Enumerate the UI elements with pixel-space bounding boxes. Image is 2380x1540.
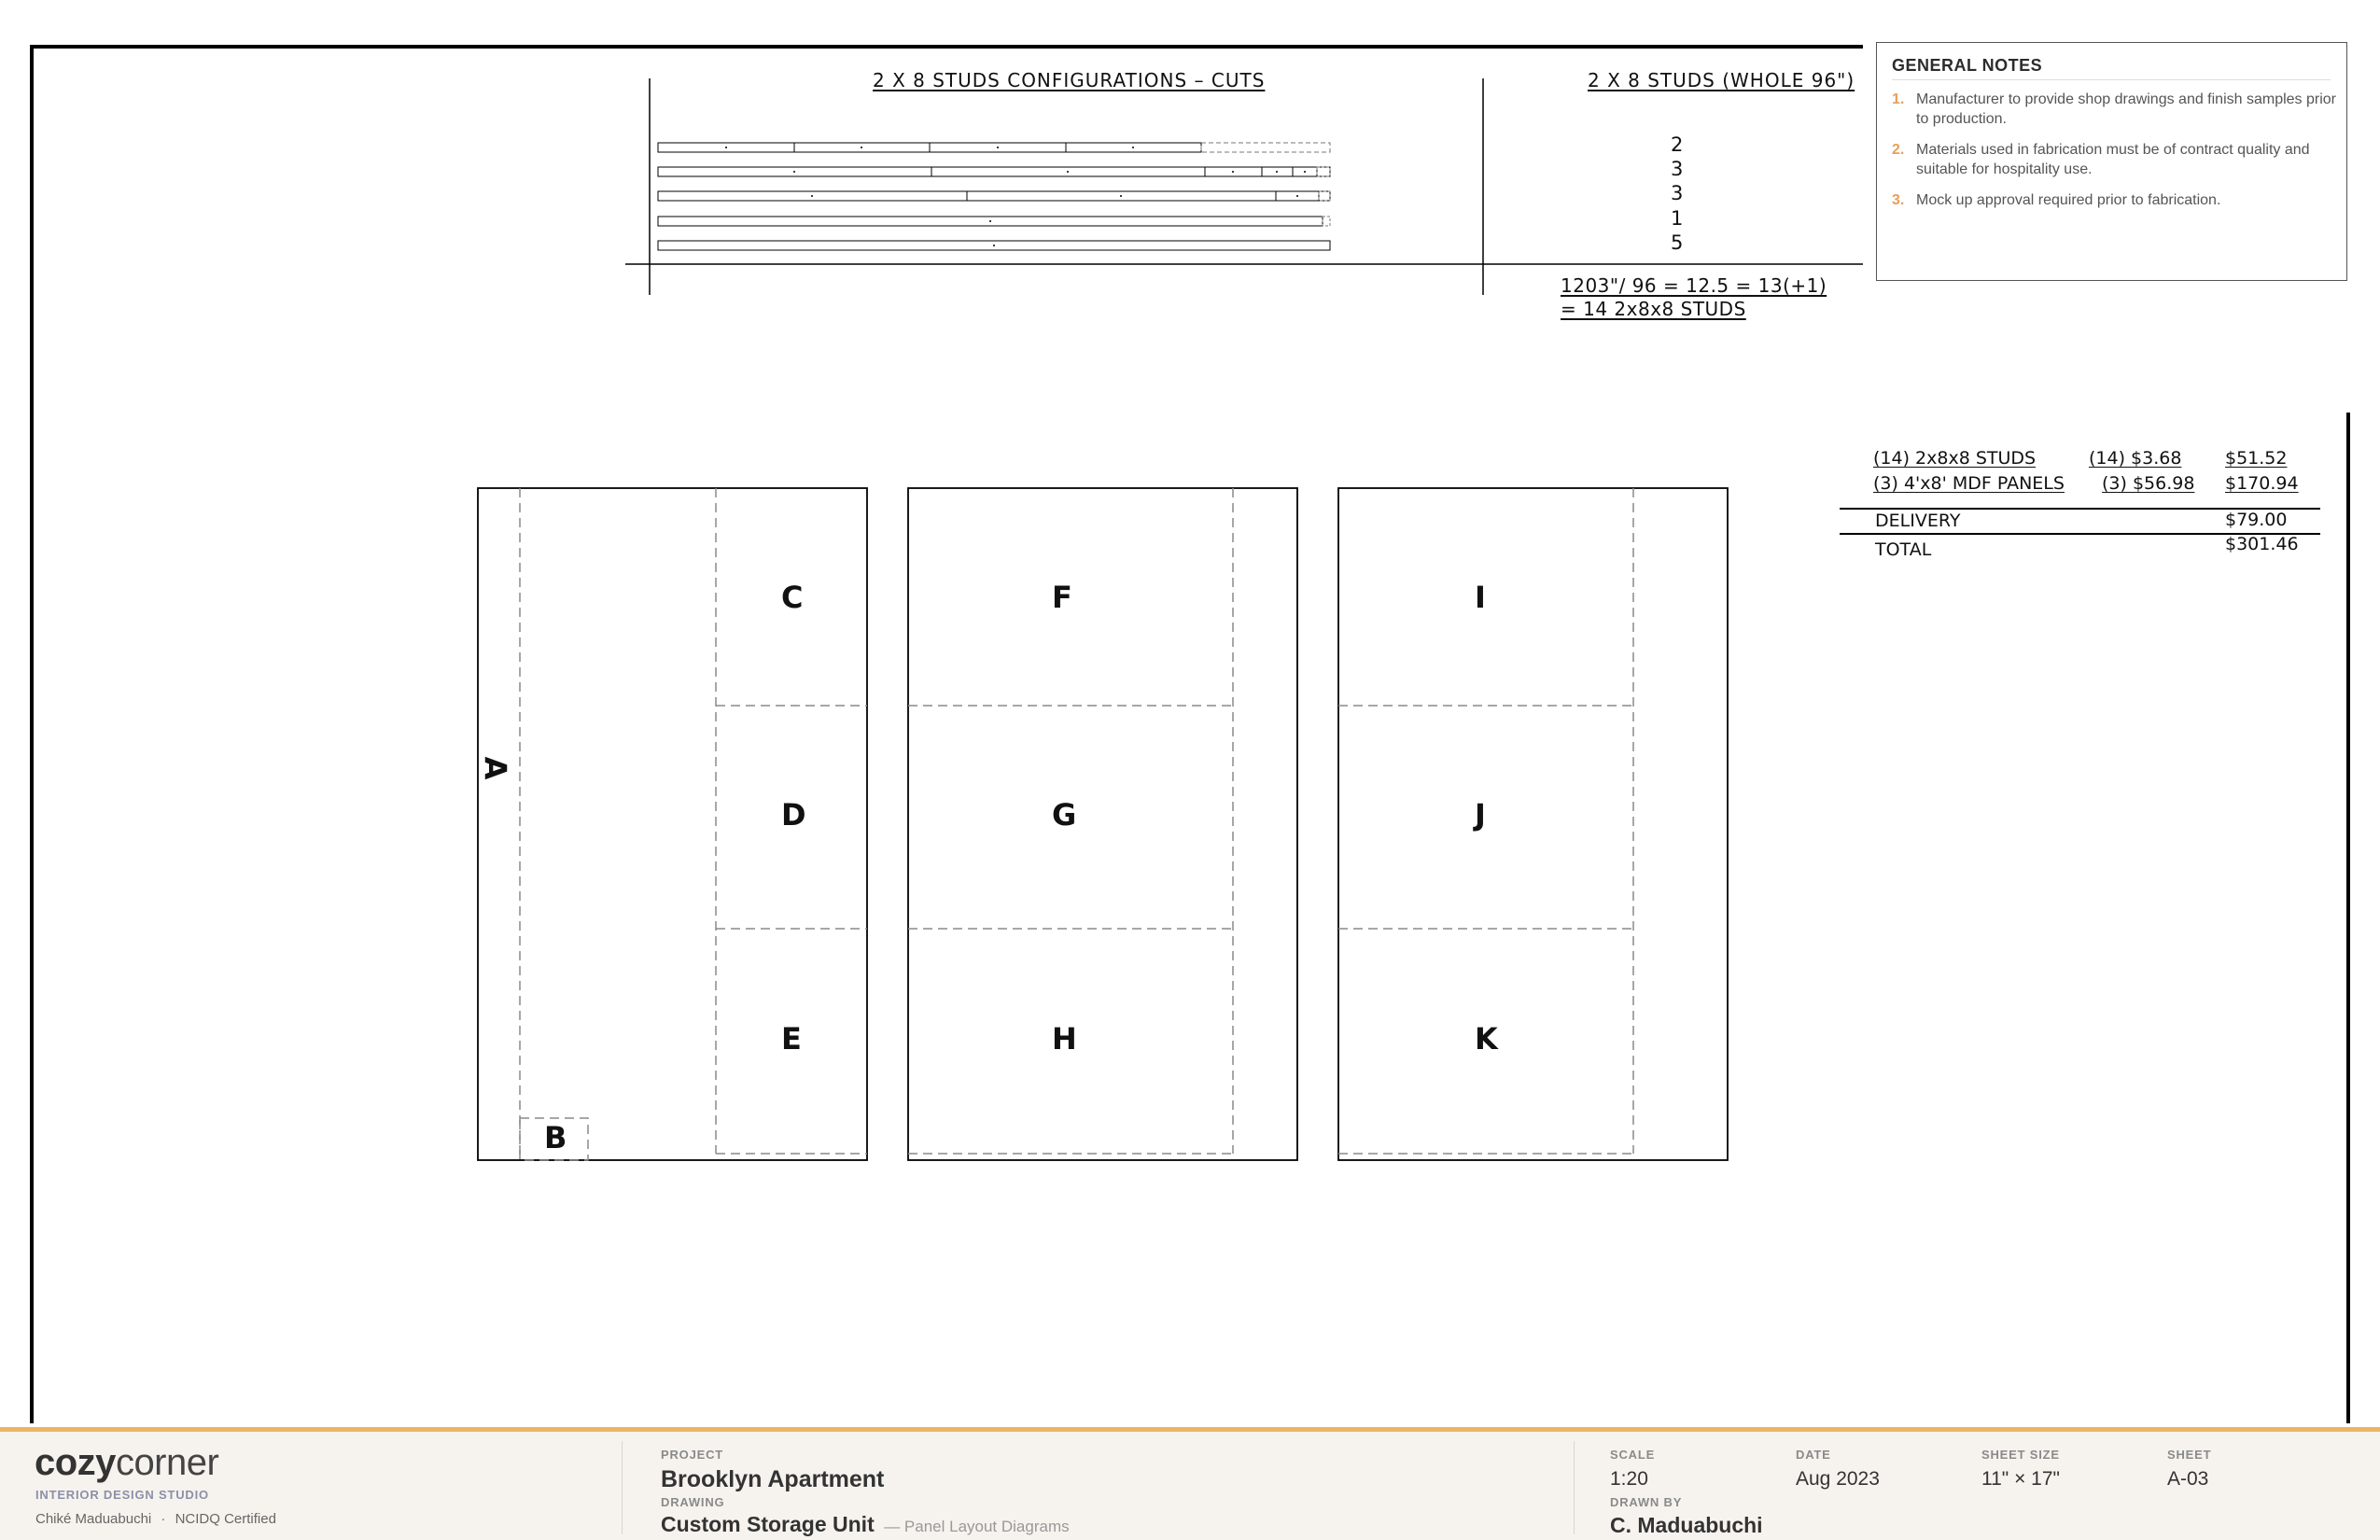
project-name: Brooklyn Apartment	[661, 1466, 885, 1492]
designer-line	[35, 1511, 276, 1527]
general-notes-title: GENERAL NOTES	[1892, 56, 2331, 80]
date-label: DATE	[1796, 1448, 1831, 1462]
panel-sheet-2	[908, 488, 1297, 1160]
stud-count: 3	[1671, 158, 1684, 180]
drawn-by-label: DRAWN BY	[1610, 1495, 1683, 1509]
delivery-value: $79.00	[2225, 510, 2288, 530]
panel-label-k: K	[1475, 1021, 1498, 1057]
stud-calc-line-2: = 14 2x8x8 STUDS	[1561, 298, 1746, 320]
whole-studs-title: 2 X 8 STUDS (WHOLE 96")	[1588, 69, 1855, 91]
total-label: TOTAL	[1875, 539, 1932, 560]
stud-count: 2	[1671, 133, 1684, 156]
project-label: PROJECT	[661, 1448, 724, 1462]
drawing-name: Custom Storage Unit	[661, 1512, 875, 1536]
date-value: Aug 2023	[1796, 1468, 1880, 1490]
title-block	[0, 1427, 2380, 1540]
total-value: $301.46	[2225, 534, 2299, 554]
designer-name: Chiké Maduabuchi	[35, 1511, 152, 1527]
sheet-size-label: SHEET SIZE	[1981, 1448, 2060, 1462]
scale-label: SCALE	[1610, 1448, 1656, 1462]
cost-total: $170.94	[2225, 473, 2299, 494]
panel-label-g: G	[1052, 797, 1077, 833]
panel-label-c: C	[781, 580, 804, 615]
designer-separator: ·	[161, 1511, 166, 1527]
panel-sheet-1	[478, 488, 867, 1160]
stud-count: 5	[1671, 231, 1684, 254]
studio-tagline: INTERIOR DESIGN STUDIO	[35, 1488, 209, 1502]
note-item: 3. Mock up approval required prior to fabrication.	[1892, 192, 2221, 208]
cost-total: $51.52	[2225, 448, 2288, 469]
panel-label-d: D	[781, 797, 806, 833]
panel-label-i: I	[1475, 580, 1486, 615]
cost-item: (3) 4'x8' MDF PANELS	[1873, 473, 2065, 494]
designer-cert: NCIDQ Certified	[175, 1511, 276, 1527]
cost-unit: (3) $56.98	[2102, 473, 2195, 494]
panel-label-h: H	[1052, 1021, 1077, 1057]
title-divider	[622, 1441, 623, 1534]
cuts-table-title: 2 X 8 STUDS CONFIGURATIONS – CUTS	[873, 69, 1266, 91]
stud-count: 1	[1671, 207, 1684, 230]
drawing-subtitle: — Panel Layout Diagrams	[884, 1518, 1070, 1535]
note-item: 1. Manufacturer to provide shop drawings and finish samples prior to production.	[1892, 91, 2337, 127]
drawing-label: DRAWING	[661, 1495, 725, 1509]
panel-label-b: B	[544, 1120, 567, 1155]
cost-unit: (14) $3.68	[2089, 448, 2182, 469]
brand-logo-bold: cozy	[35, 1442, 116, 1483]
stud-calc-line-1: 1203"/ 96 = 12.5 = 13(+1)	[1561, 274, 1827, 297]
brand-logo-light: corner	[115, 1442, 219, 1483]
panel-label-e: E	[781, 1021, 802, 1057]
sheet-label: SHEET	[2167, 1448, 2212, 1462]
title-divider	[1574, 1441, 1575, 1534]
panel-label-f: F	[1052, 580, 1072, 615]
note-item: 2. Materials used in fabrication must be of contract quality and suitable for hospitality use.	[1892, 142, 2310, 177]
brand-logo	[35, 1442, 218, 1484]
drawn-by-value: C. Maduabuchi	[1610, 1513, 1763, 1537]
scale-value: 1:20	[1610, 1468, 1648, 1490]
sheet-number: A-03	[2167, 1468, 2209, 1490]
stud-count: 3	[1671, 182, 1684, 204]
cost-item: (14) 2x8x8 STUDS	[1873, 448, 2037, 469]
sheet-size-value: 11" × 17"	[1981, 1468, 2060, 1490]
panel-label-j: J	[1475, 797, 1486, 833]
panel-sheet-3	[1338, 488, 1728, 1160]
drawing-title-line	[661, 1512, 1070, 1537]
delivery-label: DELIVERY	[1875, 511, 1961, 531]
panel-label-a: A	[477, 756, 513, 780]
